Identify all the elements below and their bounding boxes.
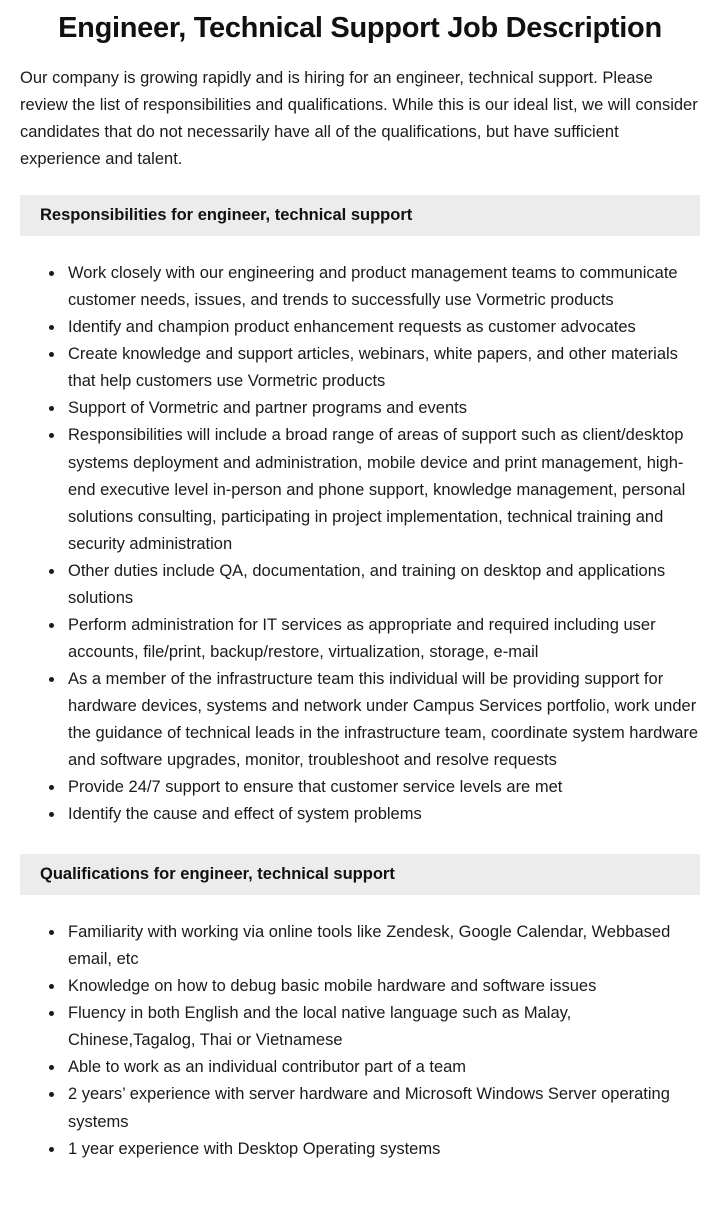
- list-item: • As a member of the infrastructure team this individual will be providing support for hardware devices, systems and network under Campus Services portfolio, work under the guidance of technical leads in the infrastructure team, coordinate system hardware and software upgrades, monitor, troubleshoot and resolve requests: [65, 666, 700, 774]
- list-item: • Identify and champion product enhancement requests as customer advocates: [65, 314, 700, 341]
- list-item: • Identify the cause and effect of system problems: [65, 801, 700, 828]
- page-title: Engineer, Technical Support Job Description: [58, 12, 662, 44]
- list-item: • 2 years’ experience with server hardware and Microsoft Windows Server operating systems: [65, 1081, 700, 1135]
- responsibilities-section-heading: [20, 195, 700, 236]
- qualifications-section-heading: [20, 854, 700, 895]
- list-item: • Knowledge on how to debug basic mobile hardware and software issues: [65, 973, 700, 1000]
- list-item: • Support of Vormetric and partner programs and events: [65, 395, 700, 422]
- list-item: • Provide 24/7 support to ensure that customer service levels are met: [65, 774, 700, 801]
- qualifications-heading-label: Qualifications for engineer, technical support: [40, 865, 395, 884]
- list-item: • Other duties include QA, documentation, and training on desktop and applications solutions: [65, 558, 700, 612]
- list-item: • Familiarity with working via online tools like Zendesk, Google Calendar, Webbased email, etc: [65, 919, 700, 973]
- list-item: • Responsibilities will include a broad range of areas of support such as client/desktop systems deployment and administration, mobile device and print management, high-end executive level in-person and phone support, knowledge management, personal solutions consulting, participating in project implementation, technical training and security administration: [65, 422, 700, 557]
- list-item: • Work closely with our engineering and product management teams to communicate customer needs, issues, and trends to successfully use Vormetric products: [65, 260, 700, 314]
- list-item: • Create knowledge and support articles, webinars, white papers, and other materials that help customers use Vormetric products: [65, 341, 700, 395]
- responsibilities-list: [20, 260, 700, 828]
- list-item: • Able to work as an individual contributor part of a team: [65, 1054, 700, 1081]
- list-item: • 1 year experience with Desktop Operating systems: [65, 1136, 700, 1163]
- list-item: • Fluency in both English and the local native language such as Malay, Chinese,Tagalog, Thai or Vietnamese: [65, 1000, 700, 1054]
- responsibilities-heading-label: Responsibilities for engineer, technical support: [40, 206, 413, 225]
- intro-paragraph: Our company is growing rapidly and is hiring for an engineer, technical support. Please review the list of responsibilities and qualifications. While this is our ideal list, we will consider candidates that do not necessarily have all of the qualifications, but have sufficient experience and talent.: [20, 69, 698, 169]
- qualifications-list: [20, 919, 700, 1162]
- list-item: • Perform administration for IT services as appropriate and required including user accounts, file/print, backup/restore, virtualization, storage, e-mail: [65, 612, 700, 666]
